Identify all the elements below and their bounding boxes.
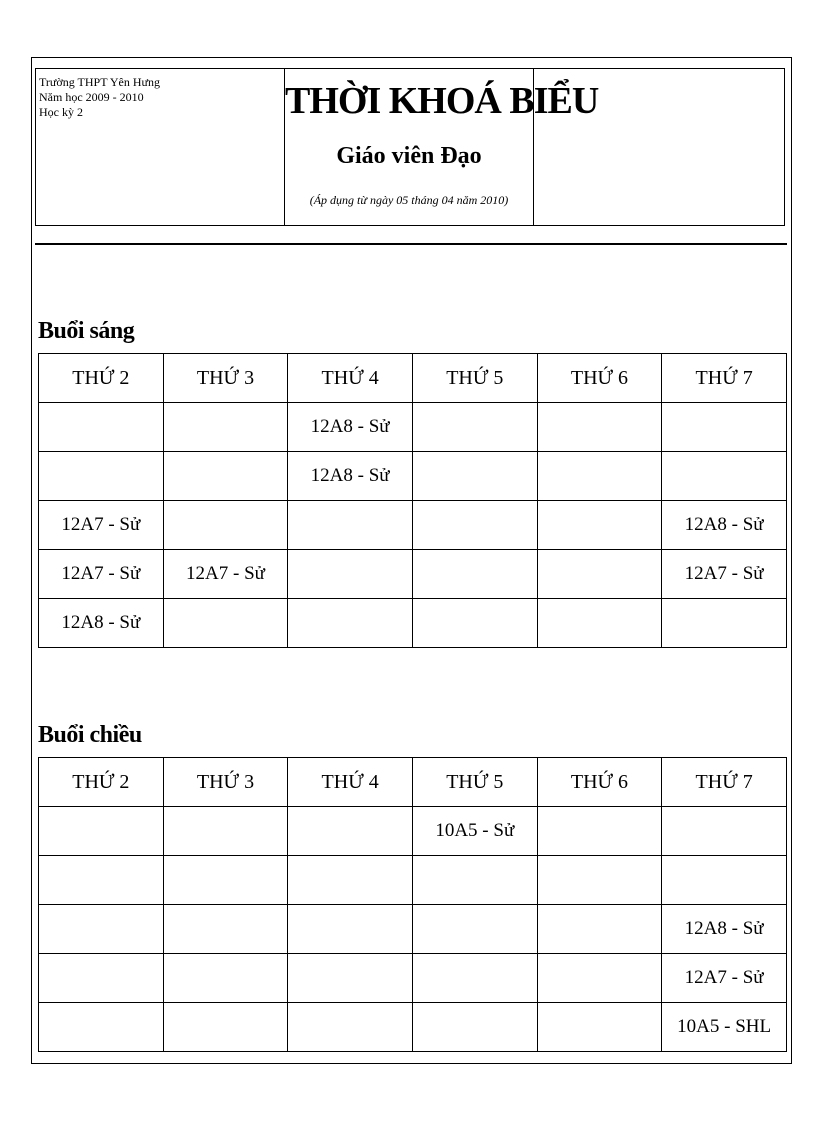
timetable-cell: 12A7 - Sử bbox=[39, 550, 164, 599]
table-row bbox=[39, 501, 787, 550]
header-divider bbox=[35, 243, 787, 245]
morning-day-header: THỨ 6 bbox=[537, 354, 662, 403]
morning-timetable bbox=[38, 353, 787, 648]
timetable-cell: 12A8 - Sử bbox=[288, 403, 413, 452]
timetable-cell bbox=[537, 550, 662, 599]
timetable-cell bbox=[288, 501, 413, 550]
timetable-cell bbox=[662, 403, 787, 452]
timetable-cell: 12A8 - Sử bbox=[662, 501, 787, 550]
timetable-cell: 12A8 - Sử bbox=[662, 905, 787, 954]
timetable-cell bbox=[537, 954, 662, 1003]
timetable-cell bbox=[537, 1003, 662, 1052]
afternoon-day-header: THỨ 7 bbox=[662, 758, 787, 807]
timetable-cell: 12A7 - Sử bbox=[662, 954, 787, 1003]
table-row bbox=[39, 599, 787, 648]
morning-day-header: THỨ 7 bbox=[662, 354, 787, 403]
table-row bbox=[39, 856, 787, 905]
timetable-cell bbox=[288, 807, 413, 856]
afternoon-day-header: THỨ 4 bbox=[288, 758, 413, 807]
timetable-cell bbox=[163, 1003, 288, 1052]
timetable-cell bbox=[163, 501, 288, 550]
header-box bbox=[35, 68, 785, 226]
morning-day-header: THỨ 2 bbox=[39, 354, 164, 403]
timetable-cell: 12A7 - Sử bbox=[39, 501, 164, 550]
timetable-cell bbox=[662, 807, 787, 856]
timetable-cell bbox=[412, 599, 537, 648]
morning-section-title: Buổi sáng bbox=[38, 318, 135, 344]
afternoon-day-header: THỨ 5 bbox=[412, 758, 537, 807]
timetable-cell bbox=[163, 452, 288, 501]
morning-day-header: THỨ 4 bbox=[288, 354, 413, 403]
timetable-cell bbox=[412, 1003, 537, 1052]
timetable-cell bbox=[412, 501, 537, 550]
table-row bbox=[39, 905, 787, 954]
timetable-cell bbox=[288, 1003, 413, 1052]
school-year: Năm học 2009 - 2010 bbox=[39, 90, 144, 104]
timetable-cell bbox=[537, 501, 662, 550]
table-row bbox=[39, 403, 787, 452]
timetable-cell bbox=[662, 599, 787, 648]
timetable-cell bbox=[412, 954, 537, 1003]
timetable-cell bbox=[537, 599, 662, 648]
morning-day-header: THỨ 5 bbox=[412, 354, 537, 403]
timetable-cell bbox=[412, 550, 537, 599]
applied-date: (Áp dụng từ ngày 05 tháng 04 năm 2010) bbox=[309, 193, 509, 207]
morning-day-header: THỨ 3 bbox=[163, 354, 288, 403]
school-term: Học kỳ 2 bbox=[39, 105, 83, 119]
timetable-cell bbox=[163, 807, 288, 856]
table-row bbox=[39, 550, 787, 599]
table-row bbox=[39, 954, 787, 1003]
school-info bbox=[36, 69, 285, 225]
timetable-cell: 12A7 - Sử bbox=[163, 550, 288, 599]
timetable-cell bbox=[537, 856, 662, 905]
title-block bbox=[285, 69, 599, 225]
afternoon-header-row bbox=[39, 758, 787, 807]
timetable-cell bbox=[39, 452, 164, 501]
afternoon-timetable bbox=[38, 757, 787, 1052]
school-name: Trường THPT Yên Hưng bbox=[39, 75, 161, 89]
timetable-cell bbox=[662, 856, 787, 905]
timetable-cell bbox=[163, 403, 288, 452]
afternoon-day-header: THỨ 6 bbox=[537, 758, 662, 807]
afternoon-day-header: THỨ 3 bbox=[163, 758, 288, 807]
timetable-cell: 10A5 - SHL bbox=[662, 1003, 787, 1052]
teacher-name: Giáo viên Đạo bbox=[336, 143, 482, 169]
timetable-cell: 10A5 - Sử bbox=[412, 807, 537, 856]
timetable-cell bbox=[39, 856, 164, 905]
table-row bbox=[39, 1003, 787, 1052]
timetable-cell bbox=[537, 452, 662, 501]
timetable-cell bbox=[537, 807, 662, 856]
timetable-cell bbox=[537, 403, 662, 452]
timetable-cell bbox=[412, 856, 537, 905]
afternoon-section-title: Buổi chiều bbox=[38, 722, 142, 748]
timetable-cell bbox=[288, 550, 413, 599]
timetable-cell bbox=[39, 905, 164, 954]
table-row bbox=[39, 807, 787, 856]
morning-header-row bbox=[39, 354, 787, 403]
timetable-cell: 12A7 - Sử bbox=[662, 550, 787, 599]
timetable-cell bbox=[39, 807, 164, 856]
page-title: THỜI KHOÁ BIỂU bbox=[285, 80, 599, 122]
timetable-cell bbox=[412, 452, 537, 501]
timetable-cell bbox=[288, 954, 413, 1003]
timetable-cell bbox=[288, 905, 413, 954]
timetable-cell: 12A8 - Sử bbox=[39, 599, 164, 648]
timetable-cell bbox=[662, 452, 787, 501]
timetable-cell bbox=[39, 954, 164, 1003]
timetable-cell bbox=[163, 856, 288, 905]
timetable-cell bbox=[412, 905, 537, 954]
table-row bbox=[39, 452, 787, 501]
timetable-cell bbox=[288, 856, 413, 905]
afternoon-day-header: THỨ 2 bbox=[39, 758, 164, 807]
timetable-cell bbox=[412, 403, 537, 452]
timetable-cell bbox=[163, 954, 288, 1003]
timetable-cell bbox=[537, 905, 662, 954]
timetable-cell bbox=[39, 1003, 164, 1052]
timetable-cell bbox=[163, 599, 288, 648]
timetable-cell: 12A8 - Sử bbox=[288, 452, 413, 501]
timetable-cell bbox=[39, 403, 164, 452]
timetable-cell bbox=[288, 599, 413, 648]
timetable-cell bbox=[163, 905, 288, 954]
